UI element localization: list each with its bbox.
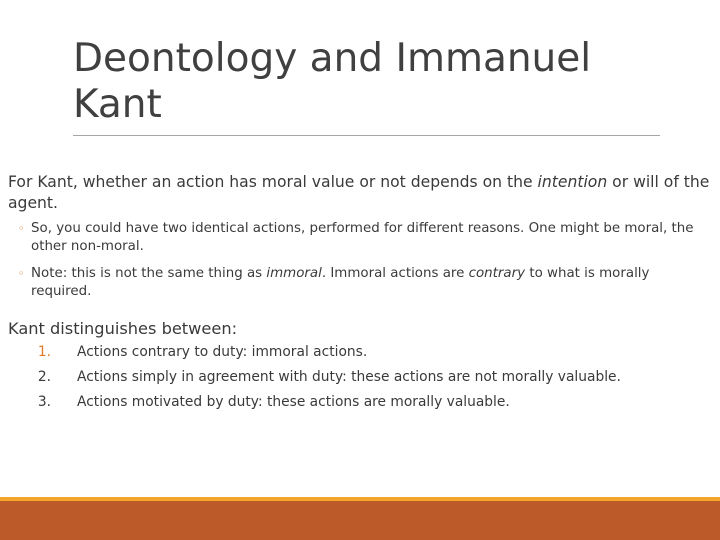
- immoral-emphasis: immoral: [266, 266, 322, 281]
- numbered-list: [33, 343, 703, 418]
- sub-bullet-2: [18, 265, 708, 301]
- title-divider: [73, 135, 660, 136]
- list-item: [33, 343, 703, 368]
- list-item-text: Actions contrary to duty: immoral actions.: [77, 344, 368, 360]
- intro-text-after: or will of the agent.: [8, 173, 710, 212]
- sub-bullet-1: [18, 220, 708, 256]
- footer-band: [0, 501, 720, 540]
- list-number: 1.: [37, 344, 51, 360]
- list-item: [33, 393, 703, 418]
- list-item: [33, 368, 703, 393]
- circle-bullet-icon: ◦: [18, 222, 25, 235]
- slide-title: Deontology and Immanuel Kant: [73, 36, 592, 127]
- contrary-emphasis: contrary: [468, 266, 526, 281]
- sub-bullet-1-text: So, you could have two identical actions, performed for different reasons. One might be moral, the other non-moral.: [31, 221, 694, 254]
- sub-bullet-2-text-2: . Immoral actions are: [321, 266, 469, 281]
- intro-text-before: For Kant, whether an action has moral value or not depends on the: [8, 173, 538, 191]
- list-item-text: Actions simply in agreement with duty: these actions are not morally valuable.: [77, 369, 621, 385]
- list-number: 2.: [37, 369, 51, 385]
- sub-bullet-2-text-3: to what is morally required.: [31, 266, 650, 299]
- sub-bullet-2-text-1: Note: this is not the same thing as: [31, 266, 267, 281]
- intro-emphasis: intention: [537, 173, 608, 191]
- intro-paragraph: [8, 172, 713, 214]
- list-number: 3.: [37, 394, 51, 410]
- list-item-text: Actions motivated by duty: these actions are morally valuable.: [77, 394, 510, 410]
- distinguishes-heading: Kant distinguishes between:: [8, 319, 238, 338]
- circle-bullet-icon: ◦: [18, 267, 25, 280]
